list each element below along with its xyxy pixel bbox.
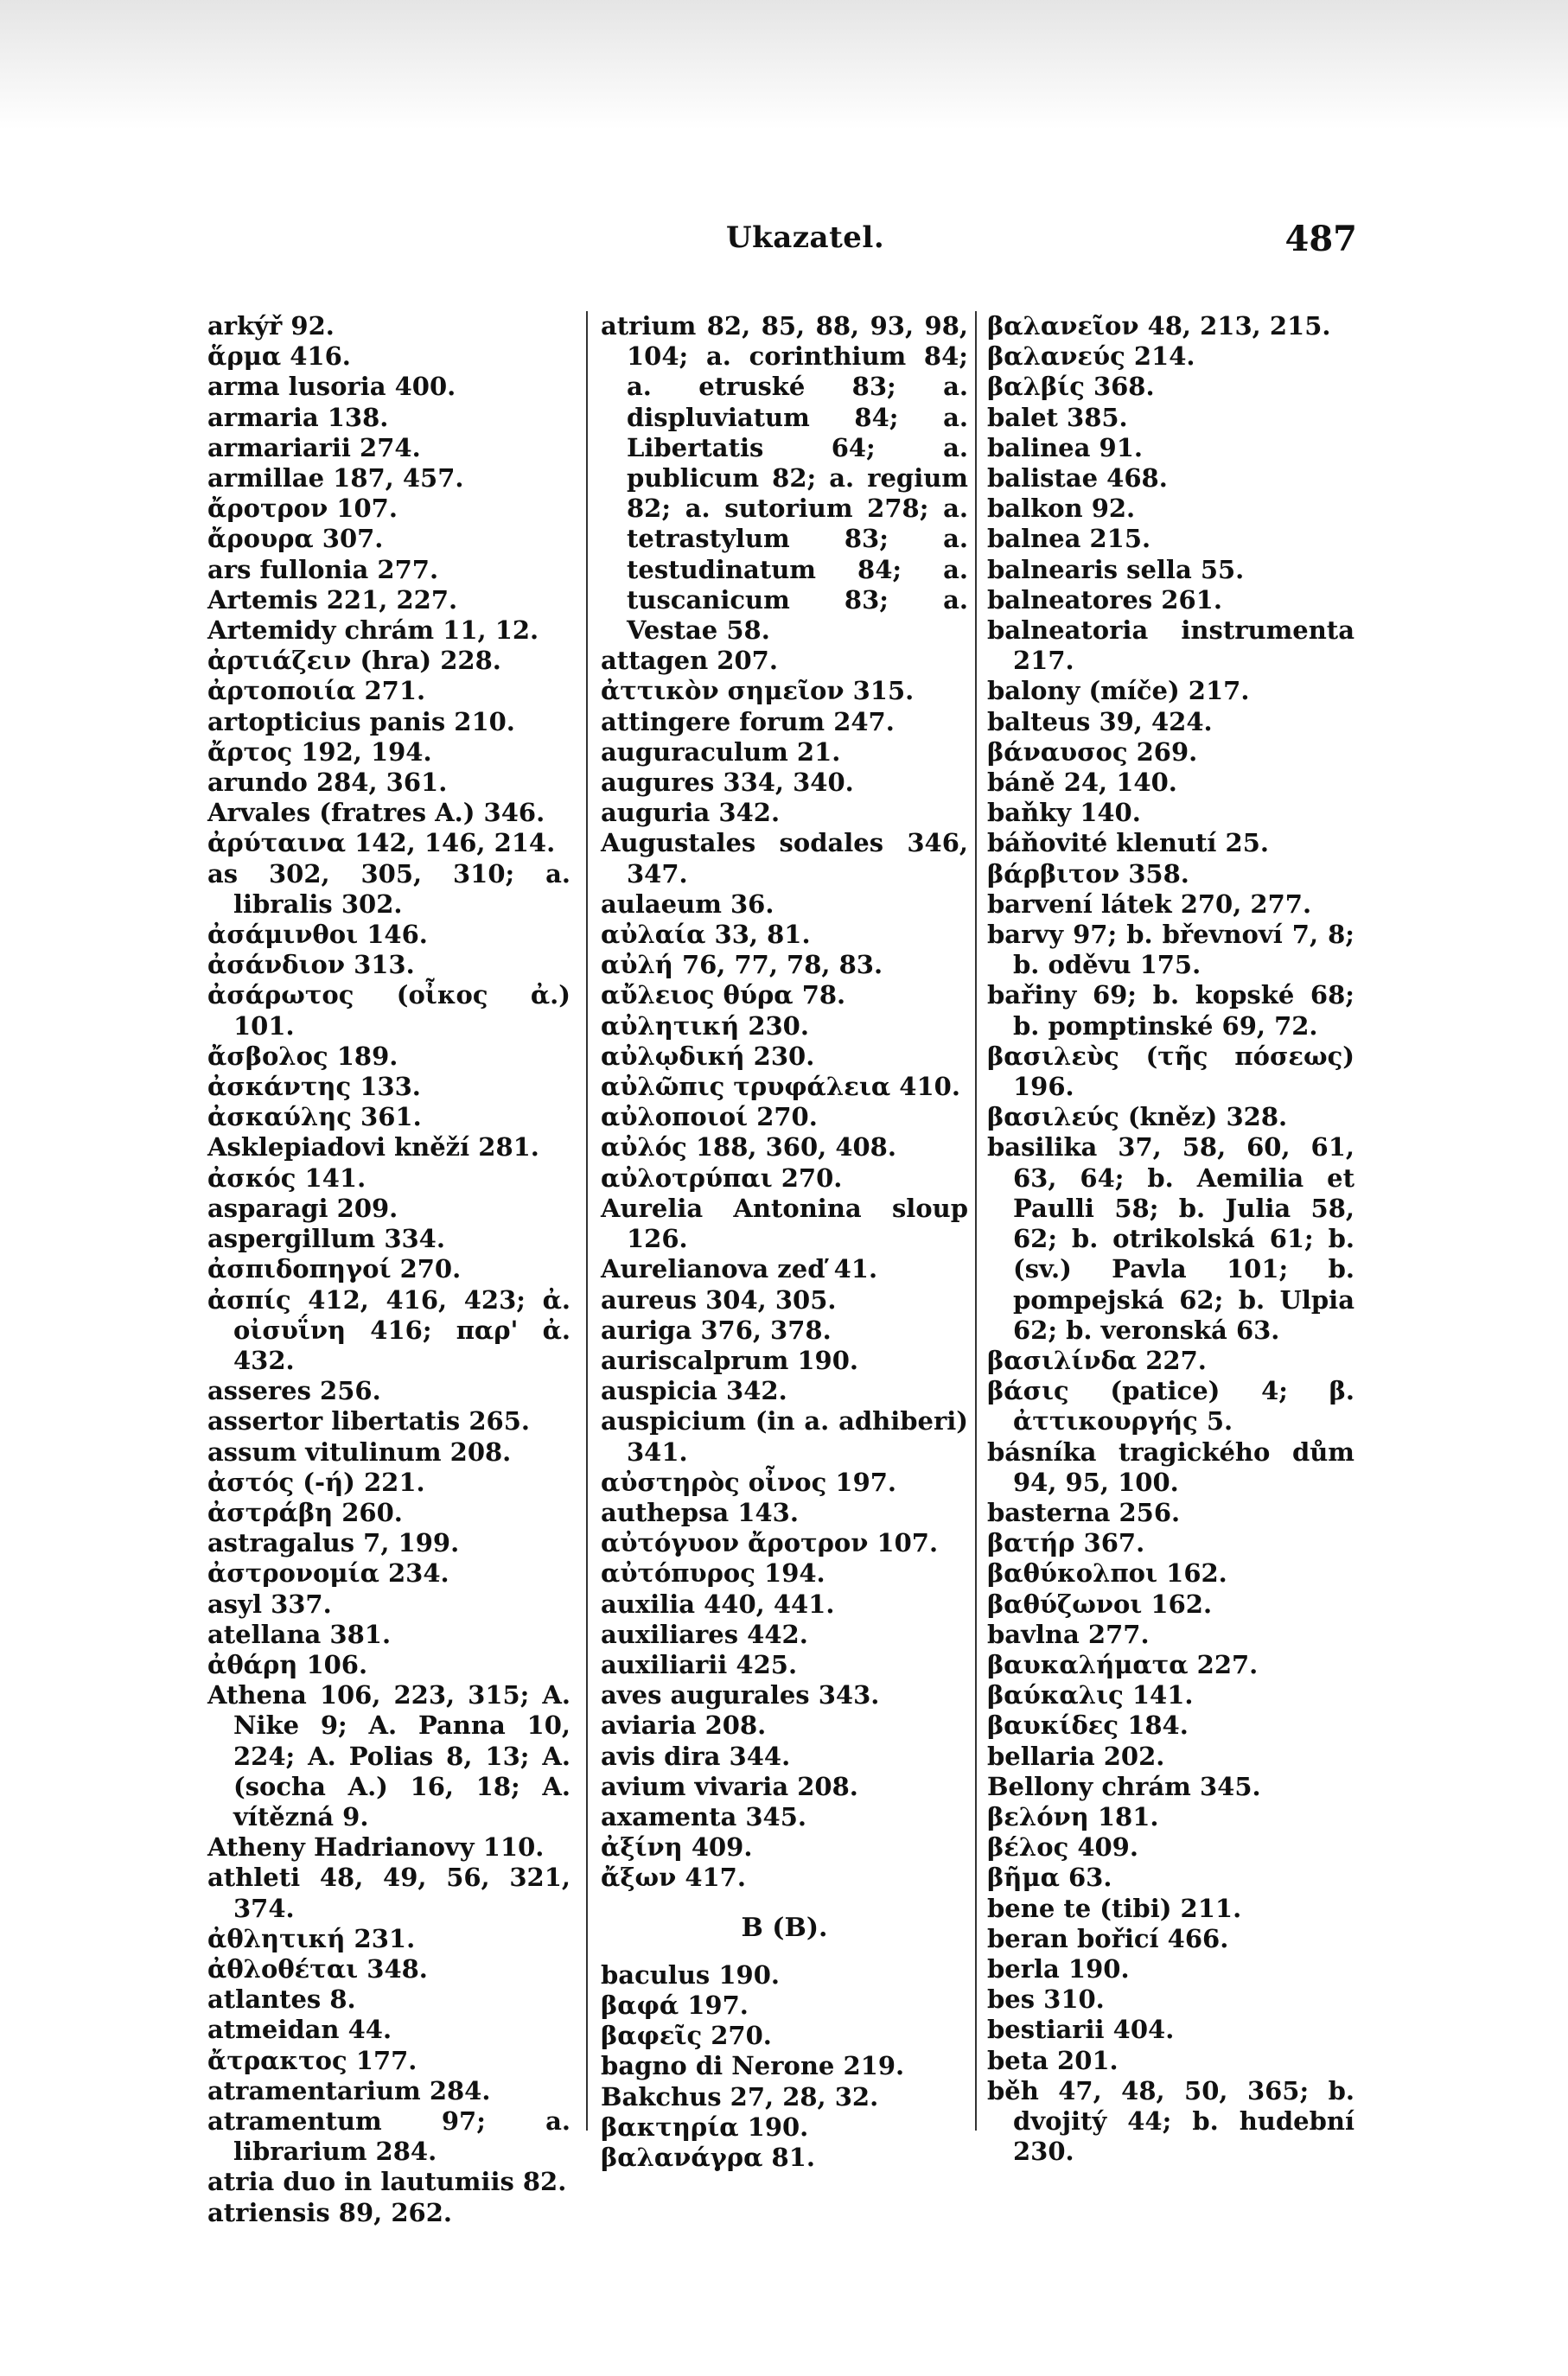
- index-entry: ἀστράβη 260.: [207, 1497, 403, 1527]
- index-entry: basterna 256.: [987, 1497, 1181, 1527]
- index-entry: asyl 337.: [207, 1589, 332, 1619]
- index-entry: armillae 187, 457.: [207, 463, 464, 494]
- index-entry: armaria 138.: [207, 402, 389, 432]
- index-entry: βαλανάγρα 81.: [601, 2142, 815, 2172]
- index-entry: attagen 207.: [601, 646, 778, 676]
- index-entry: Asklepiadovi kněží 281.: [207, 1132, 539, 1163]
- index-entry: avis dira 344.: [601, 1741, 791, 1771]
- index-entry: ἀττικὸν σημεῖον 315.: [601, 676, 915, 706]
- index-entry: ἀσάρωτος (οἶκος ἀ.) 101.: [207, 980, 570, 1041]
- index-entry: βῆμα 63.: [987, 1863, 1112, 1893]
- index-entry: attingere forum 247.: [601, 706, 895, 736]
- index-entry: běh 47, 48, 50, 365; b. dvojitý 44; b. hudební 230.: [987, 2075, 1354, 2167]
- index-entry: ars fullonia 277.: [207, 554, 439, 584]
- index-entry: aves augurales 343.: [601, 1680, 880, 1710]
- index-entry: balistae 468.: [987, 463, 1168, 494]
- index-entry: atria duo in lautumiis 82.: [207, 2167, 567, 2197]
- index-entry: báňovité klenutí 25.: [987, 828, 1269, 858]
- index-entry: asparagi 209.: [207, 1193, 398, 1223]
- index-entry: arundo 284, 361.: [207, 768, 448, 798]
- index-entry: αὐλός 188, 360, 408.: [601, 1132, 896, 1163]
- index-entry: balnearis sella 55.: [987, 554, 1245, 584]
- index-entry: baculus 190.: [601, 1959, 780, 1990]
- index-entry: bes 310.: [987, 1984, 1105, 2015]
- index-entry: barvy 97; b. břevnoví 7, 8; b. oděvu 175.: [987, 920, 1354, 980]
- index-entry: αὐτόπυρος 194.: [601, 1558, 825, 1589]
- index-entry: ἀστός (-ή) 221.: [207, 1467, 425, 1497]
- index-entry: βάρβιτον 358.: [987, 858, 1189, 889]
- index-entry: βάναυσος 269.: [987, 736, 1198, 767]
- index-entry: atramentarium 284.: [207, 2075, 491, 2105]
- index-entry: αὐλή 76, 77, 78, 83.: [601, 950, 883, 980]
- index-entry: balneatoria instrumenta 217.: [987, 615, 1354, 676]
- index-entry: aureus 304, 305.: [601, 1284, 837, 1315]
- column-rule-1: [586, 311, 588, 2131]
- index-entry: astragalus 7, 199.: [207, 1528, 460, 1558]
- index-entry: berla 190.: [987, 1953, 1130, 1984]
- index-entry: báně 24, 140.: [987, 768, 1177, 798]
- index-entry: axamenta 345.: [601, 1801, 807, 1831]
- index-entry: αὐλοτρύπαι 270.: [601, 1163, 843, 1193]
- index-entry: básníka tragického dům 94, 95, 100.: [987, 1436, 1354, 1497]
- index-column-1: [207, 311, 570, 2228]
- index-entry: ἄροτρον 107.: [207, 494, 398, 524]
- index-entry: auspicium (in a. adhiberi) 341.: [601, 1406, 968, 1467]
- index-entry: arkýř 92.: [207, 311, 335, 341]
- index-entry: ἀθλητική 231.: [207, 1923, 416, 1953]
- section-heading: B (Β).: [741, 1912, 828, 1943]
- index-entry: balinea 91.: [987, 432, 1143, 462]
- index-entry: bestiarii 404.: [987, 2015, 1175, 2045]
- index-entry: ἀσπιδοπηγοί 270.: [207, 1254, 462, 1284]
- index-entry: ἄτρακτος 177.: [207, 2045, 417, 2075]
- page-number: 487: [1284, 219, 1357, 259]
- index-entry: ἄρτος 192, 194.: [207, 736, 432, 767]
- index-entry: authepsa 143.: [601, 1497, 799, 1527]
- index-entry: ἄσβολος 189.: [207, 1041, 398, 1071]
- index-entry: atellana 381.: [207, 1619, 392, 1649]
- index-entry: augures 334, 340.: [601, 768, 854, 798]
- index-entry: βαφεῖς 270.: [601, 2021, 772, 2051]
- index-entry: balkon 92.: [987, 494, 1136, 524]
- index-entry: βασιλίνδα 227.: [987, 1345, 1207, 1375]
- index-entry: bellaria 202.: [987, 1741, 1165, 1771]
- scan-edge: [0, 0, 1568, 130]
- index-entry: ἀστρονομία 234.: [207, 1558, 449, 1589]
- index-entry: Athena 106, 223, 315; A. Nike 9; A. Panna 10, 224; A. Polias 8, 13; A. (socha A.) 16, 18; A. vítězná 9.: [207, 1680, 570, 1831]
- index-entry: αὔλειος θύρα 78.: [601, 980, 846, 1010]
- index-entry: auriga 376, 378.: [601, 1315, 832, 1345]
- index-entry: assertor libertatis 265.: [207, 1406, 530, 1436]
- index-entry: ἀσάνδιον 313.: [207, 950, 415, 980]
- index-entry: ἀθάρη 106.: [207, 1649, 368, 1679]
- index-entry: auxiliarii 425.: [601, 1649, 798, 1679]
- index-entry: auriscalprum 190.: [601, 1345, 859, 1375]
- index-entry: aulaeum 36.: [601, 889, 774, 919]
- index-entry: βαυκίδες 184.: [987, 1710, 1189, 1741]
- index-entry: Artemis 221, 227.: [207, 584, 458, 615]
- index-entry: βαφά 197.: [601, 1990, 749, 2020]
- index-entry: atrium 82, 85, 88, 93, 98, 104; a. corinthium 84; a. etruské 83; a. displuviatum 84; a. Libertatis 64; a. publicum 82; a. regium 82; a. sutorium 278; a. tetrastylum 83; a. testudinatum 84; a. tuscanicum 83; a. Vestae 58.: [601, 311, 968, 646]
- index-entry: atriensis 89, 262.: [207, 2197, 452, 2227]
- page-header: [207, 220, 1357, 264]
- index-entry: ἀσάμινθοι 146.: [207, 920, 428, 950]
- index-entry: βαθύκολποι 162.: [987, 1558, 1227, 1589]
- index-entry: ἀθλοθέται 348.: [207, 1953, 428, 1984]
- index-entry: Aurelianova zeď 41.: [601, 1254, 878, 1284]
- index-entry: balteus 39, 424.: [987, 706, 1213, 736]
- index-entry: aspergillum 334.: [207, 1224, 445, 1254]
- index-entry: Bellony chrám 345.: [987, 1771, 1261, 1801]
- index-entry: ἀσκάντης 133.: [207, 1072, 421, 1102]
- index-entry: ἀσκός 141.: [207, 1163, 367, 1193]
- index-entry: auguraculum 21.: [601, 736, 841, 767]
- index-entry: baňky 140.: [987, 798, 1141, 828]
- index-entry: bařiny 69; b. kopské 68; b. pomptinské 69, 72.: [987, 980, 1354, 1041]
- index-entry: Bakchus 27, 28, 32.: [601, 2081, 879, 2112]
- index-entry: beta 201.: [987, 2045, 1119, 2075]
- index-entry: ἅρμα 416.: [207, 341, 351, 372]
- index-entry: auxiliares 442.: [601, 1619, 808, 1649]
- index-entry: bene te (tibi) 211.: [987, 1893, 1242, 1923]
- index-entry: βασιλεὺς (τῆς πόσεως) 196.: [987, 1041, 1354, 1102]
- index-entry: atramentum 97; a. librarium 284.: [207, 2105, 570, 2167]
- index-entry: Augustales sodales 346, 347.: [601, 828, 968, 889]
- index-entry: athleti 48, 49, 56, 321, 374.: [207, 1863, 570, 1923]
- index-entry: Arvales (fratres A.) 346.: [207, 798, 545, 828]
- index-entry: βακτηρία 190.: [601, 2112, 809, 2142]
- index-entry: avium vivaria 208.: [601, 1771, 858, 1801]
- index-entry: αὐλητική 230.: [601, 1010, 809, 1041]
- index-entry: asseres 256.: [207, 1376, 381, 1406]
- index-entry: βαυκαλήματα 227.: [987, 1649, 1259, 1679]
- index-entry: αὐλαία 33, 81.: [601, 920, 811, 950]
- index-entry: bagno di Nerone 219.: [601, 2051, 905, 2081]
- index-entry: armariarii 274.: [207, 432, 421, 462]
- index-entry: beran bořicí 466.: [987, 1923, 1229, 1953]
- index-entry: βασιλεύς (kněz) 328.: [987, 1102, 1288, 1132]
- index-entry: αὐλῶπις τρυφάλεια 410.: [601, 1072, 960, 1102]
- index-entry: as 302, 305, 310; a. libralis 302.: [207, 858, 570, 919]
- index-entry: ἀξίνη 409.: [601, 1832, 753, 1863]
- index-entry: aviaria 208.: [601, 1710, 767, 1741]
- index-entry: βέλος 409.: [987, 1832, 1138, 1863]
- index-entry: basilika 37, 58, 60, 61, 63, 64; b. Aemilia et Paulli 58; b. Julia 58, 62; b. otrikolská 61; b. (sv.) Pavla 101; b. pompejská 62; b. Ulpia 62; b. veronská 63.: [987, 1132, 1354, 1345]
- index-entry: arma lusoria 400.: [207, 372, 456, 402]
- index-entry: balet 385.: [987, 402, 1128, 432]
- index-entry: βαύκαλις 141.: [987, 1680, 1194, 1710]
- index-entry: barvení látek 270, 277.: [987, 889, 1312, 919]
- index-entry: bavlna 277.: [987, 1619, 1150, 1649]
- index-entry: atlantes 8.: [207, 1984, 356, 2015]
- index-entry: βαλανεύς 214.: [987, 341, 1195, 372]
- index-entry: atmeidan 44.: [207, 2015, 392, 2045]
- index-entry: balnea 215.: [987, 524, 1151, 554]
- index-entry: ἀσπίς 412, 416, 423; ἀ. οἰσυΐνη 416; παρ' ἀ. 432.: [207, 1284, 570, 1375]
- index-entry: balneatores 261.: [987, 584, 1222, 615]
- index-column-3: [987, 311, 1354, 2167]
- index-entry: βάσις (patice) 4; β. ἀττικουργής 5.: [987, 1376, 1354, 1436]
- index-entry: ἄρουρα 307.: [207, 524, 384, 554]
- index-entry: βαλβίς 368.: [987, 372, 1155, 402]
- index-entry: βελόνη 181.: [987, 1801, 1159, 1831]
- column-rule-2: [975, 311, 977, 2131]
- index-entry: βατήρ 367.: [987, 1528, 1145, 1558]
- index-entry: artopticius panis 210.: [207, 706, 515, 736]
- index-entry: ἄξων 417.: [601, 1863, 746, 1893]
- index-entry: auguria 342.: [601, 798, 781, 828]
- index-entry: αὐστηρὸς οἶνος 197.: [601, 1467, 897, 1497]
- index-entry: αὐτόγυον ἄροτρον 107.: [601, 1528, 939, 1558]
- index-entry: assum vitulinum 208.: [207, 1436, 512, 1467]
- index-entry: βαθύζωνοι 162.: [987, 1589, 1213, 1619]
- index-entry: balony (míče) 217.: [987, 676, 1250, 706]
- index-entry: ἀρύταινα 142, 146, 214.: [207, 828, 556, 858]
- index-entry: Artemidy chrám 11, 12.: [207, 615, 539, 646]
- index-entry: αὐλοποιοί 270.: [601, 1102, 818, 1132]
- index-column-2: [601, 311, 968, 2173]
- running-title: Ukazatel.: [726, 220, 885, 255]
- index-entry: Aurelia Antonina sloup 126.: [601, 1193, 968, 1254]
- index-entry: βαλανεῖον 48, 213, 215.: [987, 311, 1331, 341]
- index-entry: αὐλῳδική 230.: [601, 1041, 815, 1071]
- index-entry: auxilia 440, 441.: [601, 1589, 835, 1619]
- index-entry: ἀρτιάζειν (hra) 228.: [207, 646, 501, 676]
- index-entry: ἀσκαύλης 361.: [207, 1102, 422, 1132]
- index-entry: Atheny Hadrianovy 110.: [207, 1832, 545, 1863]
- index-entry: auspicia 342.: [601, 1376, 787, 1406]
- index-entry: ἀρτοποιία 271.: [207, 676, 426, 706]
